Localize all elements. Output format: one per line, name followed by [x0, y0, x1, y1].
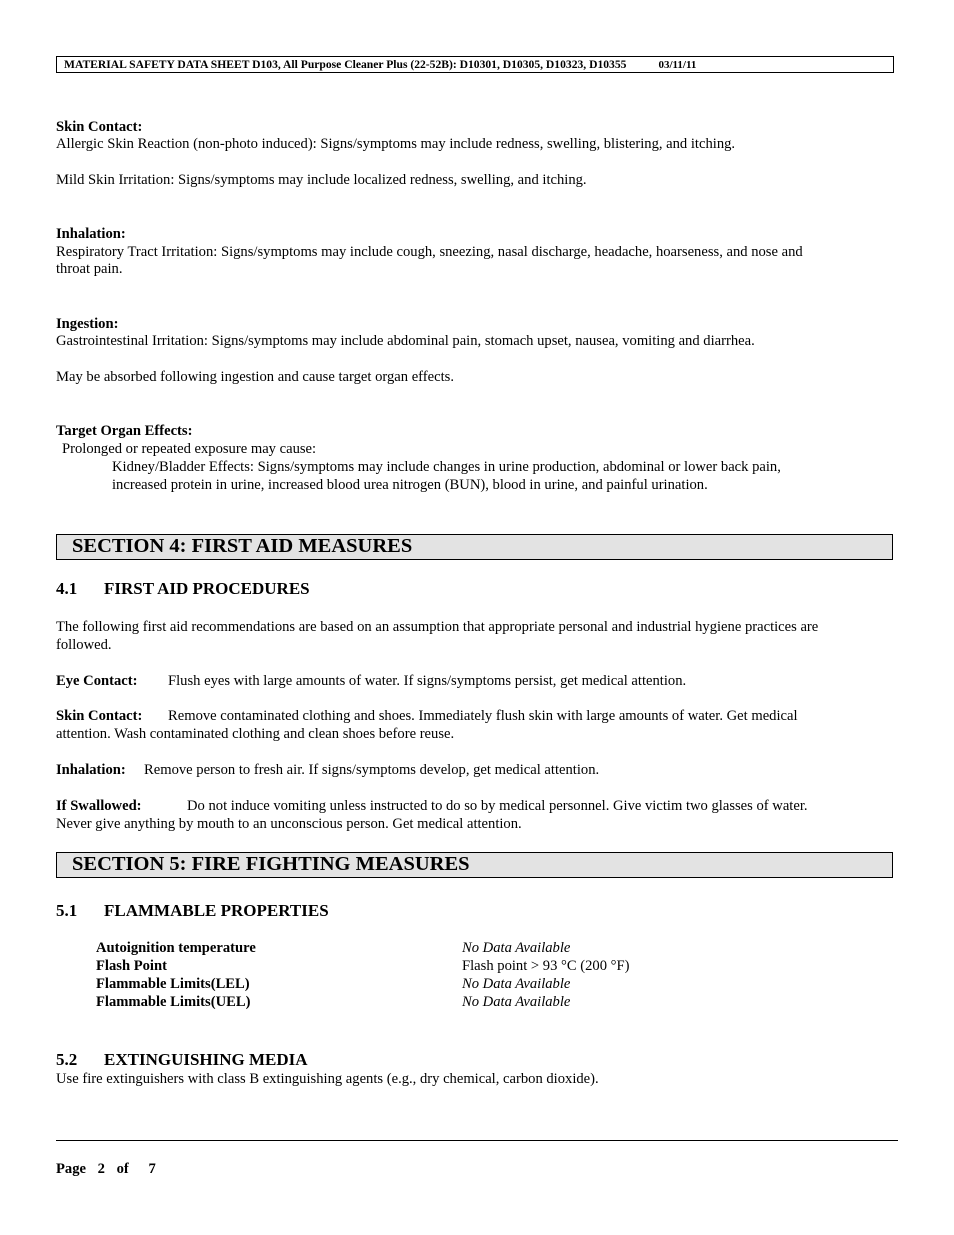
- if-swallowed-text1: Do not induce vomiting unless instructed to do so by medical personnel. Give victim two glasses of water.: [187, 798, 808, 814]
- if-swallowed-text2: Never give anything by mouth to an unconscious person. Get medical attention.: [56, 816, 522, 832]
- first-aid-skin-text2: attention. Wash contaminated clothing and clean shoes before reuse.: [56, 726, 455, 742]
- section-5-title: SECTION 5: FIRE FIGHTING MEASURES: [56, 852, 893, 878]
- inhalation-line2: throat pain.: [56, 261, 123, 277]
- document-header: [56, 56, 894, 73]
- inhalation-line1: Respiratory Tract Irritation: Signs/symptoms may include cough, sneezing, nasal discharge, headache, hoarseness, and nose and: [56, 244, 803, 260]
- ingestion-heading: Ingestion:: [56, 316, 119, 332]
- property-value: Flash point > 93 °C (200 °F): [462, 958, 630, 974]
- first-aid-skin-text1: Remove contaminated clothing and shoes. Immediately flush skin with large amounts of water. Get medical: [168, 708, 798, 724]
- property-label: Flammable Limits(UEL): [96, 994, 251, 1010]
- if-swallowed-label: If Swallowed:: [56, 798, 142, 814]
- section-5-2-title: EXTINGUISHING MEDIA: [104, 1050, 308, 1069]
- page-of-label: of: [116, 1161, 129, 1177]
- target-organ-heading: Target Organ Effects:: [56, 423, 193, 439]
- page-total: 7: [148, 1161, 156, 1177]
- first-aid-inhalation-label: Inhalation:: [56, 762, 126, 778]
- target-organ-line2: increased protein in urine, increased blood urea nitrogen (BUN), blood in urine, and painful urination.: [112, 477, 708, 493]
- section-5-2-number: 5.2: [56, 1050, 78, 1069]
- first-aid-skin-label: Skin Contact:: [56, 708, 143, 724]
- property-value: No Data Available: [462, 976, 571, 992]
- first-aid-intro-line2: followed.: [56, 637, 112, 653]
- property-value: No Data Available: [462, 940, 571, 956]
- ingestion-line1: Gastrointestinal Irritation: Signs/symptoms may include abdominal pain, stomach upset, nausea, vomiting and diarrhea.: [56, 333, 755, 349]
- section-4-1-heading: [56, 579, 310, 599]
- eye-contact-text: Flush eyes with large amounts of water. If signs/symptoms persist, get medical attention.: [168, 673, 687, 689]
- footer-rule: [56, 1140, 898, 1141]
- property-label: Flammable Limits(LEL): [96, 976, 250, 992]
- section-5-1-number: 5.1: [56, 901, 78, 920]
- eye-contact-label: Eye Contact:: [56, 673, 138, 689]
- property-value: No Data Available: [462, 994, 571, 1010]
- first-aid-inhalation-text: Remove person to fresh air. If signs/symptoms develop, get medical attention.: [144, 762, 600, 778]
- skin-contact-line2: Mild Skin Irritation: Signs/symptoms may include localized redness, swelling, and itching.: [56, 172, 587, 188]
- skin-contact-line1: Allergic Skin Reaction (non-photo induced): Signs/symptoms may include redness, swelling, blistering, and itching.: [56, 136, 736, 152]
- skin-contact-heading: Skin Contact:: [56, 119, 143, 135]
- target-organ-intro: Prolonged or repeated exposure may cause:: [62, 441, 317, 457]
- target-organ-line1: Kidney/Bladder Effects: Signs/symptoms may include changes in urine production, abdominal or lower back pain,: [112, 459, 781, 475]
- section-4-1-title: FIRST AID PROCEDURES: [104, 579, 310, 598]
- page-number: 2: [97, 1161, 105, 1177]
- section-5-1-title: FLAMMABLE PROPERTIES: [104, 901, 329, 920]
- header-title: MATERIAL SAFETY DATA SHEET D103, All Purpose Cleaner Plus (22-52B): D10301, D10305, D10323, D10355: [64, 58, 627, 71]
- inhalation-heading: Inhalation:: [56, 226, 126, 242]
- property-label: Flash Point: [96, 958, 167, 974]
- ingestion-line2: May be absorbed following ingestion and cause target organ effects.: [56, 369, 454, 385]
- property-label: Autoignition temperature: [96, 940, 256, 956]
- section-5-1-heading: [56, 901, 329, 921]
- first-aid-intro-line1: The following first aid recommendations are based on an assumption that appropriate personal and industrial hygiene practices are: [56, 619, 819, 635]
- page-footer: [56, 1161, 156, 1178]
- section-5-2-heading: [56, 1050, 308, 1070]
- section-4-1-number: 4.1: [56, 579, 78, 598]
- section-4-title: SECTION 4: FIRST AID MEASURES: [56, 534, 893, 560]
- header-date: 03/11/11: [658, 59, 697, 71]
- page-label: Page: [56, 1161, 86, 1177]
- extinguishing-media-text: Use fire extinguishers with class B extinguishing agents (e.g., dry chemical, carbon dioxide).: [56, 1071, 599, 1087]
